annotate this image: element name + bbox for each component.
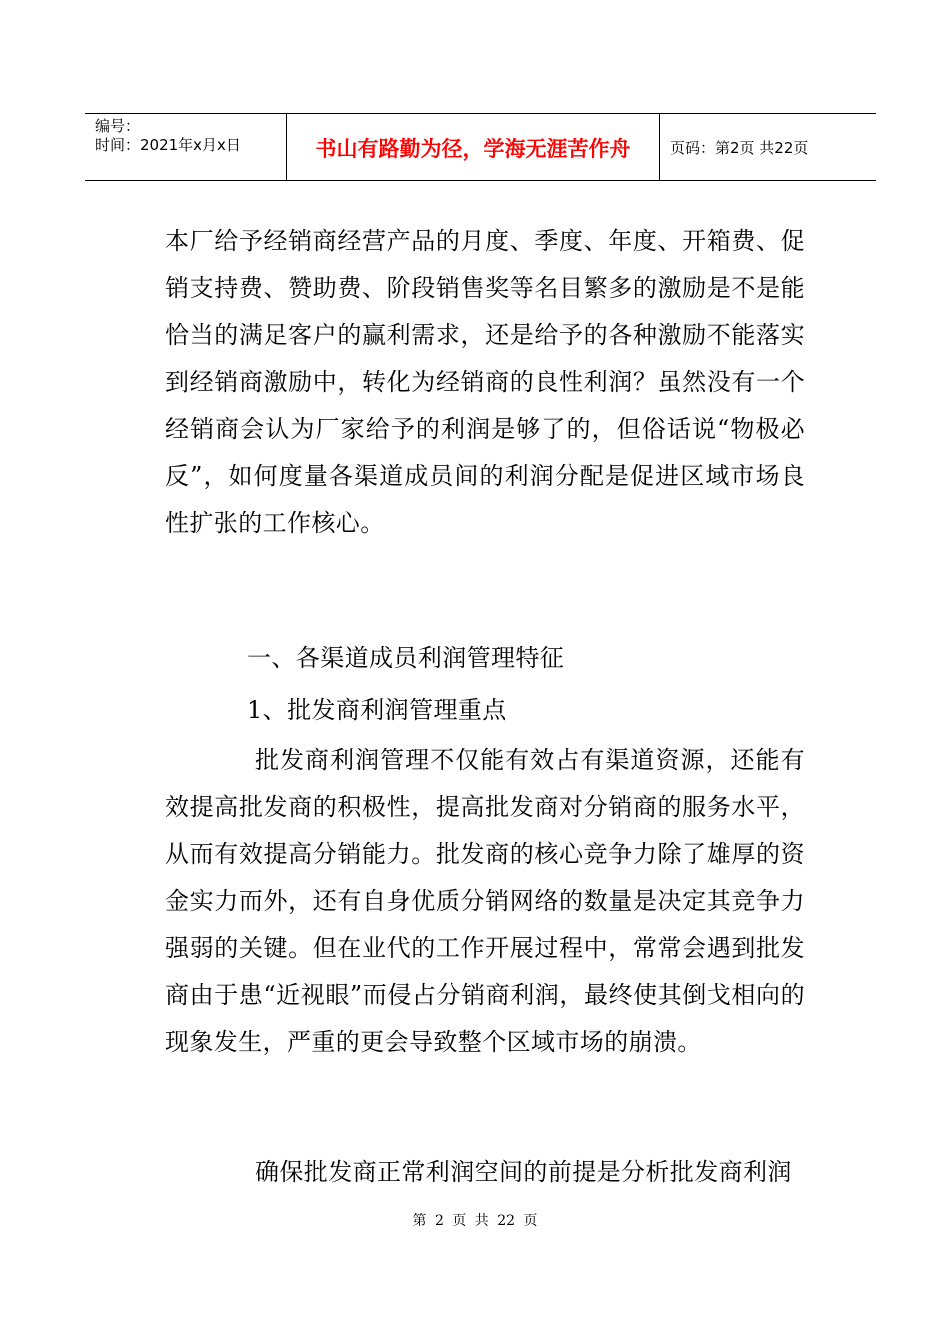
motto-text: 书山有路勤为径，学海无涯苦作舟 bbox=[315, 137, 631, 161]
section-heading: 一、各渠道成员利润管理特征 bbox=[247, 644, 565, 672]
header-motto-cell bbox=[286, 114, 660, 180]
header-meta-cell bbox=[85, 114, 286, 180]
paragraph-profit-space: 确保批发商正常利润空间的前提是分析批发商利润 bbox=[255, 1158, 792, 1186]
page-footer: 第 2 页 共 22 页 bbox=[412, 1213, 538, 1229]
document-time-label: 时间：2021年x月x日 bbox=[95, 136, 241, 154]
subsection-heading: 1、批发商利润管理重点 bbox=[247, 696, 507, 724]
header-page-cell bbox=[660, 114, 876, 180]
page-code-label: 页码：第2页 共22页 bbox=[670, 139, 809, 157]
paragraph-wholesaler: 批发商利润管理不仅能有效占有渠道资源，还能有效提高批发商的积极性，提高批发商对分销商的服务水平，从而有效提高分销能力。批发商的核心竞争力除了雄厚的资金实力而外，还有自身优质分销网络的数量是决定其竞争力强弱的关键。但在业代的工作开展过程中，常常会遇到批发商由于患“近视眼”而侵占分销商利润，最终使其倒戈相向的现象发生，严重的更会导致整个区域市场的崩溃。 bbox=[165, 746, 805, 1056]
paragraph-intro: 本厂给予经销商经营产品的月度、季度、年度、开箱费、促销支持费、赞助费、阶段销售奖等名目繁多的激励是不是能恰当的满足客户的赢利需求，还是给予的各种激励不能落实到经销商激励中，转化为经销商的良性利润？虽然没有一个经销商会认为厂家给予的利润是够了的，但俗话说“物极必反”，如何度量各渠道成员间的利润分配是促进区域市场良性扩张的工作核心。 bbox=[165, 227, 805, 537]
document-header bbox=[85, 113, 876, 181]
document-number-label: 编号： bbox=[95, 117, 141, 135]
